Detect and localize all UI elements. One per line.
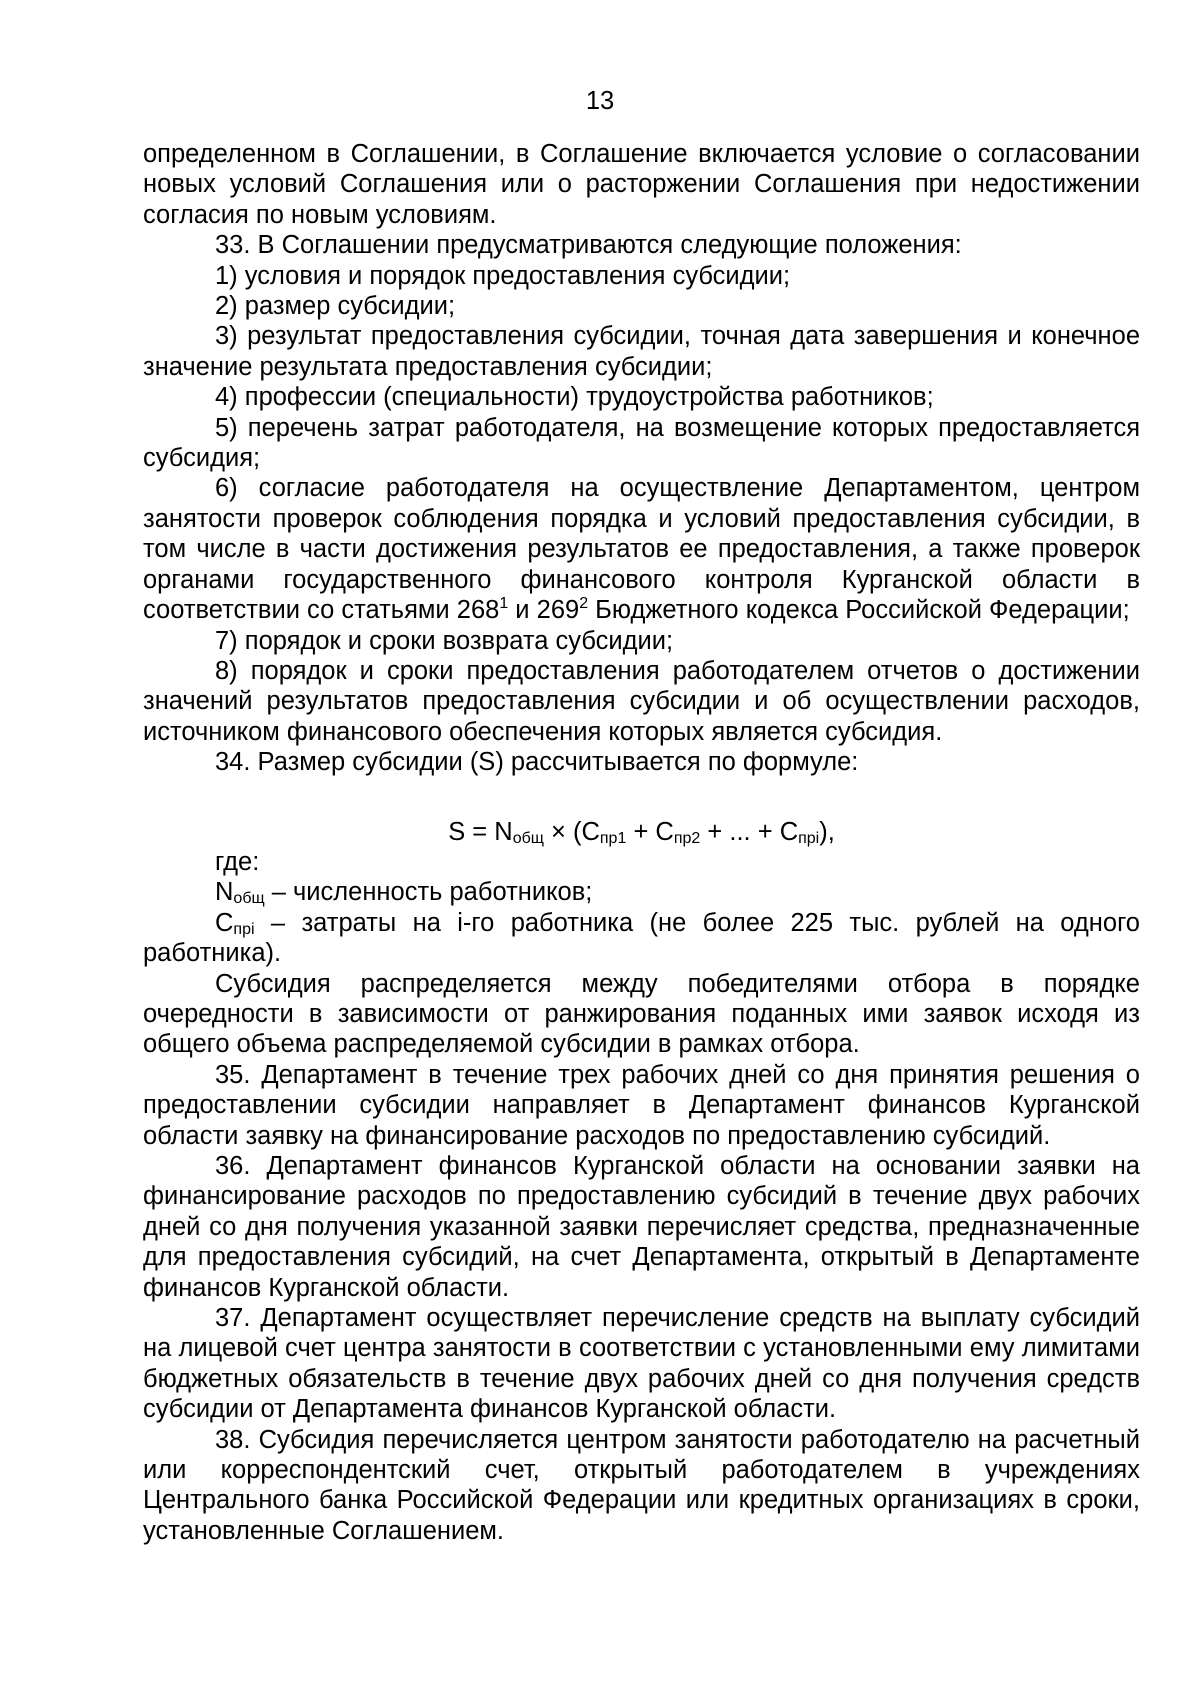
- clause-33-item-4: 4) профессии (специальности) трудоустройства работников;: [215, 383, 934, 412]
- continuation-paragraph: определенном в Соглашении, в Соглашение включается условие о согласовании новых условий Соглашения или о расторжении Соглашения при недостижении согласия по новым условиям.: [143, 140, 1140, 229]
- item-6-text-after: Бюджетного кодекса Российской Федерации;: [588, 596, 1130, 625]
- article-269-superscript: 2: [579, 595, 589, 613]
- formula-c1-subscript: пр1: [599, 829, 627, 847]
- definition-c-symbol: C: [215, 908, 234, 937]
- formula-op2: + C: [626, 817, 674, 846]
- definition-c-text: – затраты на i-го работника (не более 225 тыс. рублей на одного работника).: [143, 908, 1140, 968]
- clause-36: 36. Департамент финансов Курганской области на основании заявки на финансирование расходов по предоставлению субсидий в течение двух рабочих дней со дня получения указанной заявки перечисляет средства, предназначенные для предоставления субсидий, на счет Департамента, открытый в Департаменте финансов Курганской области.: [143, 1152, 1140, 1302]
- clause-37: 37. Департамент осуществляет перечисление средств на выплату субсидий на лицевой счет центра занятости в соответствии с установленными ему лимитами бюджетных обязательств в течение двух рабочих дней со дня получения средств субсидии от Департамента финансов Курганской области.: [143, 1304, 1140, 1424]
- formula-n-subscript: общ: [512, 829, 544, 847]
- subsidy-formula: [143, 817, 1140, 847]
- formula-op3: + ... + C: [700, 817, 799, 846]
- formula-op1: × (C: [543, 817, 600, 846]
- document-body: [143, 139, 1140, 1546]
- clause-33-heading: 33. В Соглашении предусматриваются следующие положения:: [215, 231, 962, 260]
- clause-33-item-7: 7) порядок и сроки возврата субсидии;: [215, 626, 674, 655]
- formula-end: ),: [819, 817, 835, 846]
- article-268-superscript: 1: [499, 595, 509, 613]
- formula-s: S = N: [448, 817, 513, 846]
- definition-n-text: – численность работников;: [264, 878, 593, 907]
- formula-where: где:: [215, 847, 260, 876]
- definition-c: [143, 908, 1140, 969]
- clause-33-item-2: 2) размер субсидии;: [215, 292, 456, 321]
- clause-33-item-6: [143, 473, 1140, 625]
- clause-33-item-1: 1) условия и порядок предоставления субсидии;: [215, 261, 791, 290]
- definition-n: [143, 877, 1140, 907]
- definition-n-subscript: общ: [233, 890, 265, 908]
- definition-n-symbol: N: [215, 878, 234, 907]
- item-6-text-before: 6) согласие работодателя на осуществление Департаментом, центром занятости проверок соблюдения порядка и условий предоставления субсидии, в том числе в части достижения результатов ее предоставления, а также проверок органами государственного финансового контроля Курганской области в соответствии со статьями 268: [143, 474, 1140, 625]
- page-number: 13: [585, 87, 615, 115]
- subsidy-distribution-paragraph: Субсидия распределяется между победителями отбора в порядке очередности в зависимости от ранжирования поданных ими заявок исходя из общего объема распределяемой субсидии в рамках отбора.: [143, 969, 1140, 1059]
- clause-33-item-5: 5) перечень затрат работодателя, на возмещение которых предоставляется субсидия;: [143, 413, 1140, 473]
- definition-c-subscript: прi: [233, 920, 255, 938]
- formula-c2-subscript: пр2: [673, 829, 701, 847]
- clause-35: 35. Департамент в течение трех рабочих дней со дня принятия решения о предоставлении субсидии направляет в Департамент финансов Курганской области заявку на финансирование расходов по предоставлению субсидий.: [143, 1060, 1140, 1150]
- formula-ci-subscript: прi: [798, 829, 820, 847]
- clause-33-item-3: 3) результат предоставления субсидии, точная дата завершения и конечное значение результата предоставления субсидии;: [143, 322, 1140, 381]
- clause-34-heading: 34. Размер субсидии (S) рассчитывается по формуле:: [215, 748, 859, 777]
- item-6-text-mid: и 269: [508, 596, 580, 625]
- clause-38: 38. Субсидия перечисляется центром занятости работодателю на расчетный или корреспондентский счет, открытый работодателем в учреждениях Центрального банка Российской Федерации или кредитных организациях в сроки, установленные Соглашением.: [143, 1425, 1140, 1545]
- clause-33-item-8: 8) порядок и сроки предоставления работодателем отчетов о достижении значений результатов предоставления субсидии и об осуществлении расходов, источником финансового обеспечения которых является субсидия.: [143, 656, 1140, 746]
